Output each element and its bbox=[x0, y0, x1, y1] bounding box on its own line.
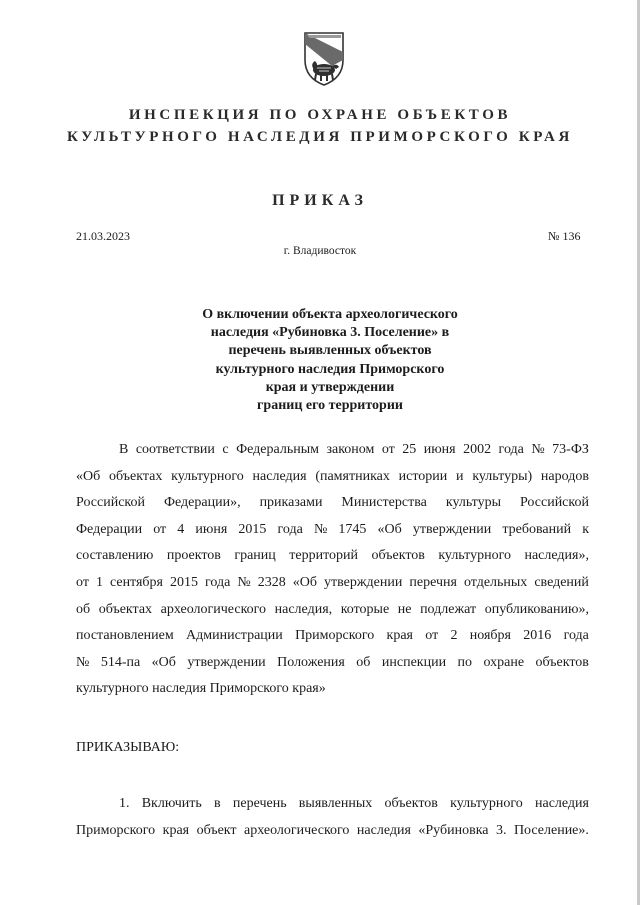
word: 1. bbox=[119, 796, 130, 811]
order-date: 21.03.2023 bbox=[76, 229, 130, 243]
word: подлежат bbox=[420, 601, 477, 617]
word: края bbox=[386, 628, 413, 644]
word: 3. bbox=[495, 822, 507, 838]
word: В bbox=[119, 442, 129, 457]
text-line bbox=[76, 600, 589, 627]
word: наследия, bbox=[274, 601, 333, 617]
word: требований bbox=[502, 521, 572, 537]
word: ноября bbox=[469, 628, 511, 644]
word: Российской bbox=[76, 495, 145, 511]
word: в bbox=[214, 796, 221, 811]
word: от bbox=[425, 628, 439, 644]
word: (памятниках bbox=[315, 468, 390, 484]
word: года bbox=[277, 521, 303, 537]
subject-line: перечень выявленных объектов bbox=[228, 343, 432, 359]
word: наследия bbox=[534, 796, 589, 811]
word: Министерства bbox=[341, 495, 427, 511]
word: 2015 bbox=[170, 574, 199, 590]
word: 2002 bbox=[463, 442, 492, 457]
word: наследия bbox=[252, 468, 307, 484]
text-line bbox=[76, 821, 589, 848]
word: которые bbox=[340, 601, 390, 617]
word: № bbox=[313, 521, 328, 537]
text-line bbox=[76, 440, 589, 467]
word: постановлением bbox=[76, 628, 174, 644]
word: 1745 bbox=[338, 521, 367, 537]
subject-line: границ его территории bbox=[257, 398, 403, 414]
word: археологического bbox=[160, 601, 267, 617]
word: Приморского bbox=[76, 822, 156, 838]
legal-basis-paragraph bbox=[76, 440, 589, 706]
order-subject bbox=[140, 306, 520, 415]
word: не bbox=[397, 601, 412, 617]
word: года bbox=[498, 442, 524, 457]
word: об bbox=[356, 654, 371, 670]
word: «Об bbox=[377, 521, 402, 537]
word: утверждении bbox=[187, 654, 266, 670]
word: от bbox=[381, 442, 395, 457]
word: истории bbox=[398, 468, 448, 484]
order-number: № 136 bbox=[548, 229, 581, 243]
word: выявленных bbox=[298, 796, 373, 811]
word: 25 bbox=[402, 442, 417, 457]
word: объектов bbox=[384, 796, 438, 811]
word: Российской bbox=[519, 495, 589, 511]
place-of-issue: г. Владивосток bbox=[283, 245, 357, 257]
word: проектов bbox=[166, 548, 221, 564]
word: народов bbox=[540, 468, 589, 484]
word: сентября bbox=[109, 574, 163, 590]
word: Положения bbox=[277, 654, 345, 670]
order-item-1 bbox=[76, 794, 589, 847]
word: культуры) bbox=[472, 468, 533, 484]
word: 4 bbox=[177, 521, 185, 537]
word: по bbox=[457, 654, 473, 670]
text-line bbox=[76, 467, 589, 494]
word: инспекции bbox=[381, 654, 447, 670]
text-line bbox=[76, 794, 589, 821]
text-line bbox=[76, 626, 589, 653]
word: 2328 bbox=[257, 574, 286, 590]
word: об bbox=[76, 601, 91, 617]
word: 2 bbox=[450, 628, 458, 644]
word: с bbox=[222, 442, 229, 457]
word: Федерации», bbox=[163, 495, 241, 511]
word: границ bbox=[234, 548, 276, 564]
word: сведений bbox=[534, 574, 589, 590]
word: года bbox=[563, 628, 589, 644]
word: утверждении bbox=[324, 574, 403, 590]
text-line bbox=[76, 493, 589, 520]
word: наследия bbox=[356, 822, 411, 838]
word: края bbox=[162, 822, 190, 838]
text-line bbox=[76, 653, 589, 680]
word: «Об bbox=[76, 468, 101, 484]
word: № bbox=[76, 654, 90, 670]
subject-line: края и утверждении bbox=[265, 379, 395, 395]
word: перечня bbox=[409, 574, 457, 590]
word: Включить bbox=[141, 796, 202, 811]
word: 514-па bbox=[100, 654, 141, 670]
word: 2016 bbox=[523, 628, 552, 644]
word: объектов bbox=[535, 654, 589, 670]
word: культурного bbox=[171, 468, 244, 484]
word: приказами bbox=[259, 495, 323, 511]
word: законом bbox=[326, 442, 375, 457]
word: соответствии bbox=[135, 442, 215, 457]
word: июня bbox=[423, 442, 456, 457]
word: и bbox=[456, 468, 464, 484]
word: 1 bbox=[95, 574, 103, 590]
coat-of-arms-emblem bbox=[302, 30, 346, 88]
word: 2015 bbox=[238, 521, 267, 537]
word: № bbox=[531, 442, 545, 457]
word: археологического bbox=[244, 822, 350, 838]
word: опубликованию», bbox=[484, 601, 589, 617]
word: Администрации bbox=[186, 628, 283, 644]
word: объектах bbox=[98, 601, 153, 617]
word: наследия», bbox=[524, 548, 589, 564]
word: «Об bbox=[292, 574, 317, 590]
word: июня bbox=[195, 521, 228, 537]
word: объект bbox=[196, 822, 237, 838]
word: культурного bbox=[450, 796, 523, 811]
text-line bbox=[76, 520, 589, 547]
word: от bbox=[76, 574, 89, 590]
word: года bbox=[205, 574, 231, 590]
order-directive: ПРИКАЗЫВАЮ: bbox=[76, 740, 180, 755]
organization-name-line2: КУЛЬТУРНОГО НАСЛЕДИЯ ПРИМОРСКОГО КРАЯ bbox=[67, 129, 573, 145]
word: объектах bbox=[109, 468, 163, 484]
subject-line: О включении объекта археологического bbox=[202, 307, 458, 322]
word: культурного bbox=[438, 548, 511, 564]
word: № bbox=[237, 574, 251, 590]
word: охране bbox=[483, 654, 525, 670]
word: культуры bbox=[445, 495, 502, 511]
word: объектов bbox=[371, 548, 425, 564]
word: Федеральным bbox=[236, 442, 319, 457]
word: «Об bbox=[151, 654, 176, 670]
word: отдельных bbox=[463, 574, 528, 590]
word: территорий bbox=[289, 548, 358, 564]
document-type-title: ПРИКАЗ bbox=[272, 192, 368, 209]
word: культурного наследия Приморского края» bbox=[76, 681, 326, 697]
organization-name-line1: ИНСПЕКЦИЯ ПО ОХРАНЕ ОБЪЕКТОВ bbox=[128, 107, 512, 123]
word: Федерации bbox=[76, 521, 143, 537]
word: составлению bbox=[76, 548, 154, 564]
word: перечень bbox=[232, 796, 287, 811]
word: к bbox=[582, 521, 589, 537]
word: Приморского bbox=[295, 628, 375, 644]
word: от bbox=[153, 521, 167, 537]
subject-line: культурного наследия Приморского bbox=[215, 361, 445, 377]
text-line bbox=[76, 573, 589, 600]
text-line bbox=[76, 679, 589, 706]
word: утверждении bbox=[412, 521, 492, 537]
text-line bbox=[76, 546, 589, 573]
subject-line: наследия «Рубиновка 3. Поселение» в bbox=[210, 325, 450, 341]
word: Поселение». bbox=[513, 822, 589, 838]
word: «Рубиновка bbox=[418, 822, 489, 838]
word: 73-ФЗ bbox=[552, 442, 589, 457]
